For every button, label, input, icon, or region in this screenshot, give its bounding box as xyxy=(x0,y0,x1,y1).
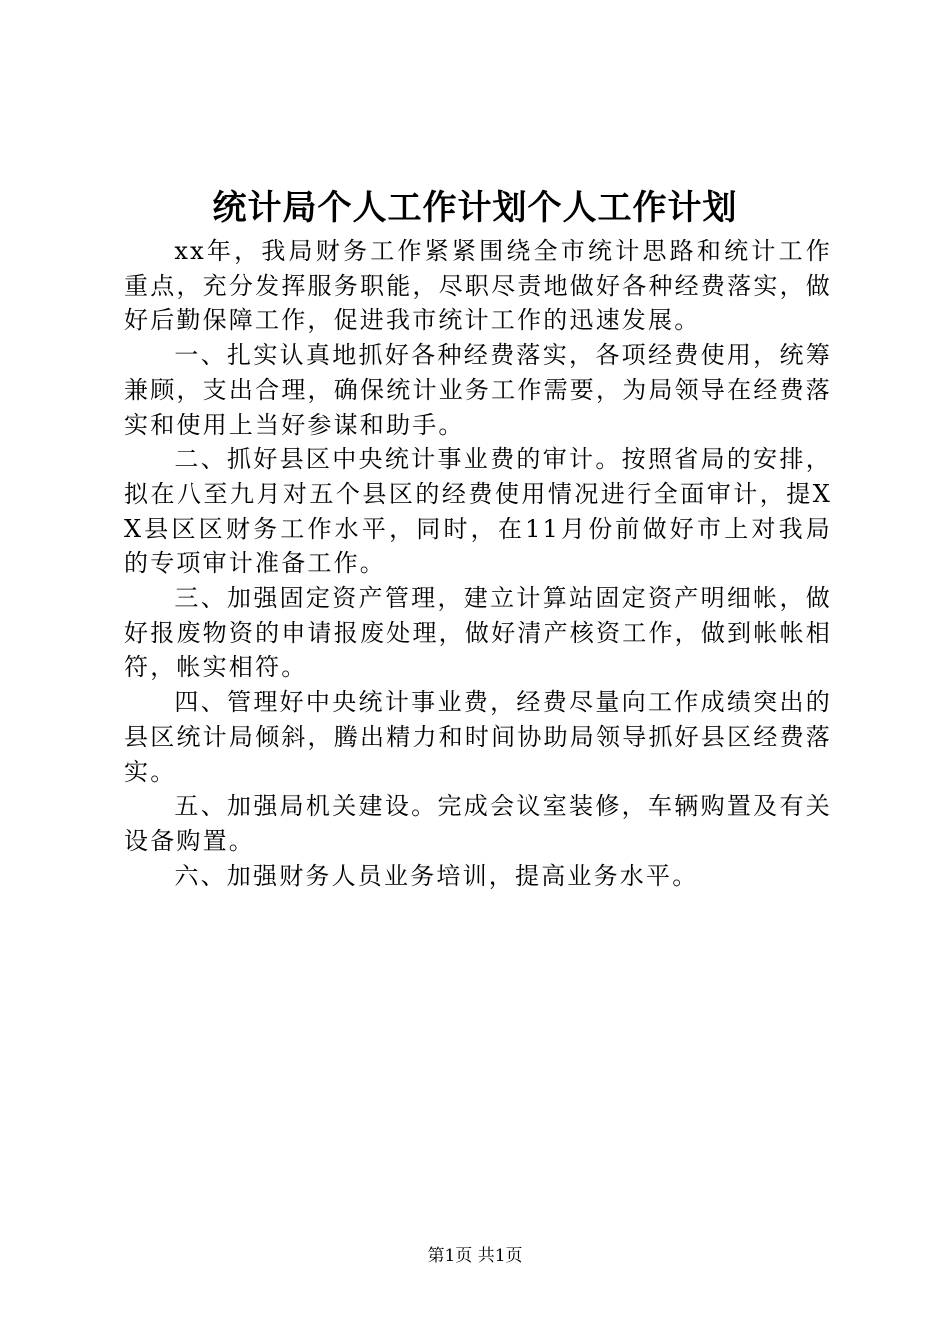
paragraph-item-3: 三、加强固定资产管理，建立计算站固定资产明细帐，做好报废物资的申请报废处理，做好清产核资工作，做到帐帐相符，帐实相符。 xyxy=(124,584,832,682)
paragraph-item-5: 五、加强局机关建设。完成会议室装修，车辆购置及有关设备购置。 xyxy=(124,792,832,855)
paragraph-intro: xx年，我局财务工作紧紧围绕全市统计思路和统计工作重点，充分发挥服务职能，尽职尽责地做好各种经费落实，做好后勤保障工作，促进我市统计工作的迅速发展。 xyxy=(124,237,832,335)
paragraph-item-2: 二、抓好县区中央统计事业费的审计。按照省局的安排，拟在八至九月对五个县区的经费使用情况进行全面审计，提XX县区区财务工作水平，同时，在11月份前做好市上对我局的专项审计准备工作。 xyxy=(124,445,832,578)
document-title: 统计局个人工作计划个人工作计划 xyxy=(212,188,738,228)
paragraph-item-6: 六、加强财务人员业务培训，提高业务水平。 xyxy=(174,861,699,890)
paragraph-item-4: 四、管理好中央统计事业费，经费尽量向工作成绩突出的县区统计局倾斜，腾出精力和时间协助局领导抓好县区经费落实。 xyxy=(124,688,832,786)
page-number-footer: 第1页 共1页 xyxy=(427,1246,523,1266)
document-body xyxy=(124,234,832,893)
paragraph-item-1: 一、扎实认真地抓好各种经费落实，各项经费使用，统筹兼顾，支出合理，确保统计业务工作需要，为局领导在经费落实和使用上当好参谋和助手。 xyxy=(124,341,832,439)
